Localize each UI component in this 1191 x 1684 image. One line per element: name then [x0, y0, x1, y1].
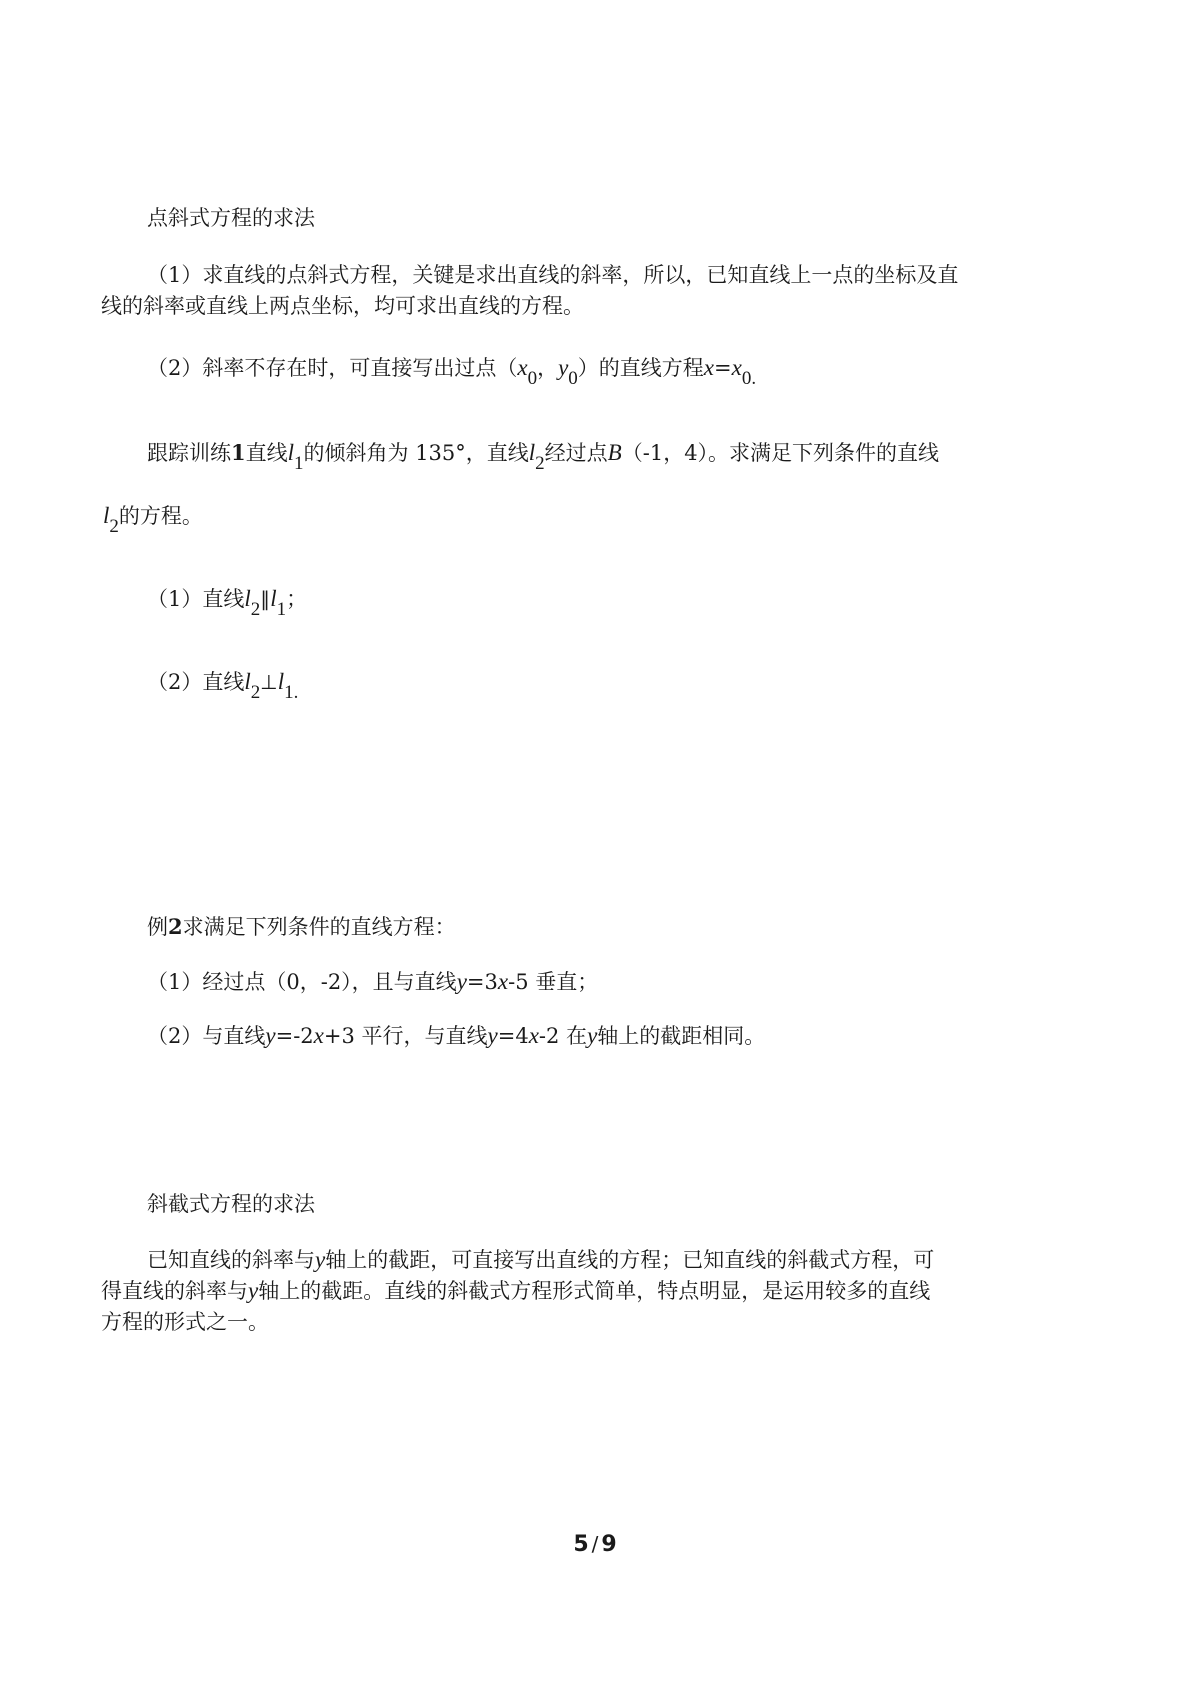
- paragraph-point-slope-2: （2）斜率不存在时，可直接写出过点（x0，y0）的直线方程x=x0.: [147, 355, 757, 389]
- exercise-1-condition-2: （2）直线l2⊥l1.: [147, 669, 299, 703]
- var-y: y: [558, 355, 569, 380]
- var-B: B: [607, 440, 622, 465]
- example-2-condition-1: （1）经过点（0，-2），且与直线y=3x-5 垂直；: [147, 969, 599, 994]
- paragraph-slope-intercept-line2: 得直线的斜率与y轴上的截距。直线的斜截式方程形式简单，特点明显，是运用较多的直线: [101, 1278, 931, 1303]
- var-x: x: [517, 355, 528, 380]
- page-separator: /: [591, 1532, 600, 1556]
- parallel-symbol: ∥: [260, 587, 271, 611]
- var-l2: l: [528, 440, 536, 465]
- paragraph-point-slope-1-line1: （1）求直线的点斜式方程，关键是求出直线的斜率，所以，已知直线上一点的坐标及直: [147, 263, 959, 287]
- current-page: 5: [573, 1532, 590, 1557]
- section-heading-point-slope: 点斜式方程的求法: [147, 206, 315, 230]
- exercise-1-statement-line2: l2的方程。: [103, 503, 203, 537]
- page-number: [0, 1532, 1191, 1557]
- paragraph-slope-intercept-line3: 方程的形式之一。: [101, 1310, 269, 1334]
- paragraph-point-slope-1-line2: 线的斜率或直线上两点坐标，均可求出直线的方程。: [101, 294, 584, 318]
- example-2-statement: 例2求满足下列条件的直线方程：: [147, 914, 456, 939]
- exercise-1-statement-line1: 跟踪训练1直线l1的倾斜角为 135°，直线l2经过点B（-1，4）。求满足下列条件的直线: [147, 440, 940, 474]
- exercise-1-condition-1: （1）直线l2∥l1；: [147, 586, 308, 620]
- example-2-condition-2: （2）与直线y=-2x+3 平行，与直线y=4x-2 在y轴上的截距相同。: [147, 1023, 766, 1048]
- total-pages: 9: [601, 1532, 618, 1557]
- paragraph-slope-intercept-line1: 已知直线的斜率与y轴上的截距，可直接写出直线的方程；已知直线的斜截式方程，可: [147, 1247, 935, 1272]
- var-l1: l: [287, 440, 295, 465]
- perpendicular-symbol: ⊥: [260, 670, 278, 694]
- section-heading-slope-intercept: 斜截式方程的求法: [147, 1192, 315, 1216]
